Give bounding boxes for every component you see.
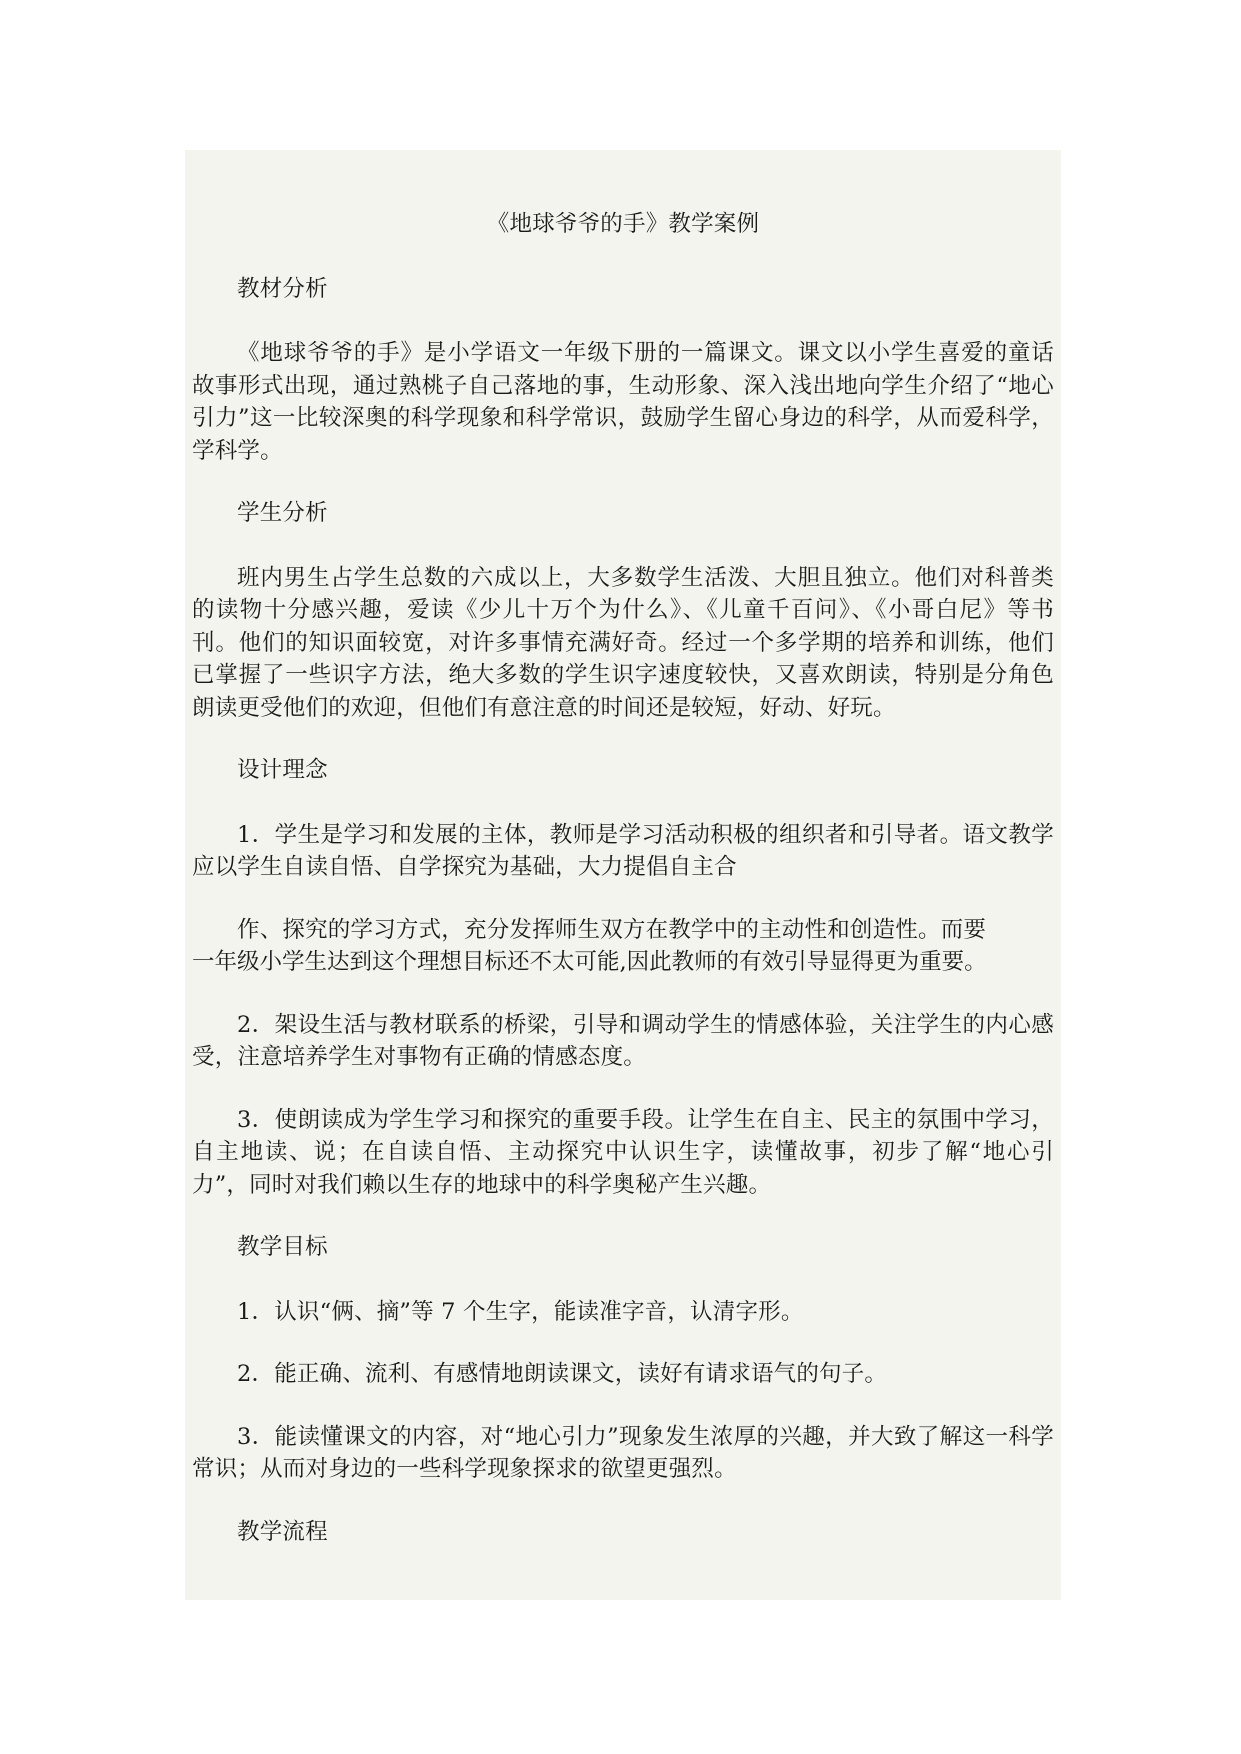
paragraph-material-analysis: 《地球爷爷的手》是小学语文一年级下册的一篇课文。课文以小学生喜爱的童话故事形式出现，通过熟桃子自己落地的事，生动形象、深入浅出地向学生介绍了“地心引力”这一比较深奥的科学现象和科学常识，鼓励学生留心身边的科学，从而爱科学，学科学。 <box>192 340 1054 464</box>
section-heading-teaching-goals: 教学目标 <box>237 1234 328 1260</box>
document-page <box>185 150 1061 1600</box>
paragraph-student-analysis: 班内男生占学生总数的六成以上，大多数学生活泼、大胆且独立。他们对科普类的读物十分感兴趣，爱读《少儿十万个为什么》、《儿童千百问》、《小哥白尼》等书刊。他们的知识面较宽，对许多事情充满好奇。经过一个多学期的培养和训练，他们已掌握了一些识字方法，绝大多数的学生识字速度较快，又喜欢朗读，特别是分角色朗读更受他们的欢迎，但他们有意注意的时间还是较短，好动、好玩。 <box>192 564 1054 721</box>
paragraph-line: 一年级小学生达到这个理想目标还不太可能,因此教师的有效引导显得更为重要。 <box>192 949 987 975</box>
paragraph-goal-item-3: 3．能读懂课文的内容，对“地心引力”现象发生浓厚的兴趣，并大致了解这一科学常识；从而对身边的一些科学现象探求的欲望更强烈。 <box>192 1423 1054 1482</box>
section-heading-student-analysis: 学生分析 <box>237 500 328 526</box>
paragraph-goal-item-2: 2．能正确、流利、有感情地朗读课文，读好有请求语气的句子。 <box>237 1361 888 1387</box>
paragraph-line: 作、探究的学习方式，充分发挥师生双方在教学中的主动性和创造性。而要 <box>237 916 987 943</box>
document-title: 《地球爷爷的手》教学案例 <box>486 211 760 237</box>
section-heading-teaching-process: 教学流程 <box>237 1518 328 1545</box>
paragraph-design-item-1: 1．学生是学习和发展的主体，教师是学习活动积极的组织者和引导者。语文教学应以学生自读自悟、自学探究为基础，大力提倡自主合 <box>192 821 1054 880</box>
document-body <box>192 208 1054 1580</box>
paragraph-goal-item-1: 1．认识“俩、摘”等 7 个生字，能读准字音，认清字形。 <box>237 1298 804 1325</box>
section-heading-material-analysis: 教材分析 <box>237 275 328 302</box>
paragraph-design-item-1-continued <box>192 914 1054 979</box>
paragraph-design-item-3: 3．使朗读成为学生学习和探究的重要手段。让学生在自主、民主的氛围中学习，自主地读、说；在自读自悟、主动探究中认识生字，读懂故事，初步了解“地心引力”，同时对我们赖以生存的地球中的科学奥秘产生兴趣。 <box>192 1106 1054 1198</box>
paragraph-design-item-2: 2．架设生活与教材联系的桥梁，引导和调动学生的情感体验，关注学生的内心感受，注意培养学生对事物有正确的情感态度。 <box>192 1011 1054 1070</box>
section-heading-design-concept: 设计理念 <box>237 757 328 783</box>
